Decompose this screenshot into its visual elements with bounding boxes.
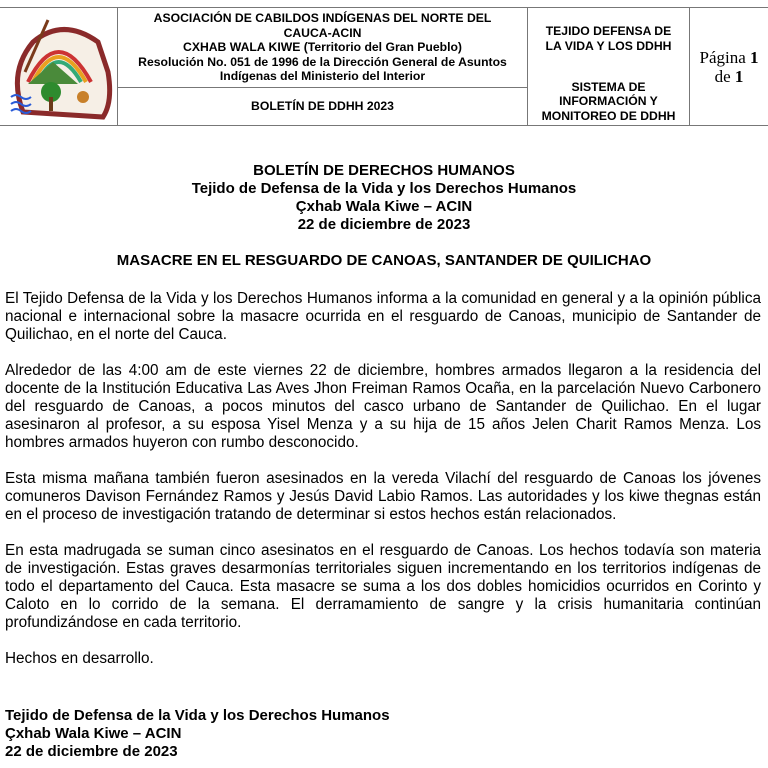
sistema-label: SISTEMA DE INFORMACIÓN Y MONITOREO DE DDHH bbox=[541, 79, 676, 123]
department-info bbox=[528, 8, 690, 125]
org-line: CAUCA-ACIN bbox=[283, 25, 362, 40]
signature-line: 22 de diciembre de 2023 bbox=[5, 743, 178, 760]
page-of: de bbox=[714, 66, 731, 86]
org-line: CXHAB WALA KIWE (Territorio del Gran Pueblo) bbox=[183, 40, 462, 55]
signature-line: Tejido de Defensa de la Vida y los Derechos Humanos bbox=[5, 707, 390, 724]
title-line: BOLETÍN DE DERECHOS HUMANOS bbox=[253, 162, 515, 179]
title-line: Tejido de Defensa de la Vida y los Derechos Humanos bbox=[191, 180, 577, 197]
page-total: 1 bbox=[734, 66, 744, 86]
page-number: 1 bbox=[750, 47, 759, 67]
title-line: 22 de diciembre de 2023 bbox=[297, 216, 471, 233]
headline: MASACRE EN EL RESGUARDO DE CANOAS, SANTANDER DE QUILICHAO bbox=[116, 252, 652, 269]
bulletin-titles bbox=[0, 162, 768, 234]
org-line: ASOCIACIÓN DE CABILDOS INDÍGENAS DEL NORTE DEL bbox=[153, 11, 492, 26]
paragraph: Alrededor de las 4:00 am de este viernes 22 de diciembre, hombres armados llegaron a la residencia del docente de la Institución Educativa Las Aves Jhon Freiman Ramos Ocaña, en la parcelación Nuevo Carbonero del resguardo de Canoas, a pocos minutos del casco urbano de Santander de Quilichao. En el lugar asesinaron al profesor, a su esposa Yisel Menza y a su hija de 15 años Jelen Charit Ramos Menza. Los hombres armados huyeron con rumbo desconocido. bbox=[5, 362, 761, 451]
paragraph: Esta misma mañana también fueron asesinados en la vereda Vilachí del resguardo de Canoas los jóvenes comuneros Davison Fernández Ramos y Jesús David Labio Ramos. Las autoridades y los kiwe thegnas están en el proceso de investigación tratando de determinar si estos hechos están relacionados. bbox=[5, 470, 761, 523]
acin-logo bbox=[0, 8, 118, 125]
signature bbox=[5, 707, 390, 761]
tejido-label: TEJIDO DEFENSA DE LA VIDA Y LOS DDHH bbox=[545, 24, 672, 53]
paragraph: En esta madrugada se suman cinco asesinatos en el resguardo de Canoas. Los hechos todavía son materia de investigación. Estas graves desarmonías territoriales siguen incrementando en los territorios indígenas de todo el departamento del Cauca. Esta masacre se suma a los dos dobles homicidios ocurridos en Corinto y Caloto en lo corrido de la semana. El derramamiento de sangre y la crisis humanitaria continúan profundizándose en cada territorio. bbox=[5, 542, 761, 631]
title-line: Çxhab Wala Kiwe – ACIN bbox=[295, 198, 473, 215]
document-header bbox=[0, 7, 768, 126]
org-line: Indígenas del Ministerio del Interior bbox=[219, 69, 426, 84]
organization-info bbox=[118, 8, 528, 88]
acin-logo-icon bbox=[3, 12, 115, 122]
page-label: Página bbox=[699, 47, 746, 67]
bulletin-text: BOLETÍN DE DDHH 2023 bbox=[251, 99, 394, 114]
signature-line: Çxhab Wala Kiwe – ACIN bbox=[5, 725, 182, 742]
paragraph: Hechos en desarrollo. bbox=[5, 650, 154, 667]
bulletin-body bbox=[5, 290, 761, 686]
bulletin-label bbox=[118, 88, 528, 125]
page-indicator bbox=[690, 8, 768, 125]
org-line: Resolución No. 051 de 1996 de la Dirección General de Asuntos bbox=[138, 54, 507, 69]
paragraph: El Tejido Defensa de la Vida y los Derechos Humanos informa a la comunidad en general y a la opinión pública nacional e internacional sobre la masacre ocurrida en el resguardo de Canoas, municipio de Santander de Quilichao, en el norte del Cauca. bbox=[5, 290, 761, 343]
